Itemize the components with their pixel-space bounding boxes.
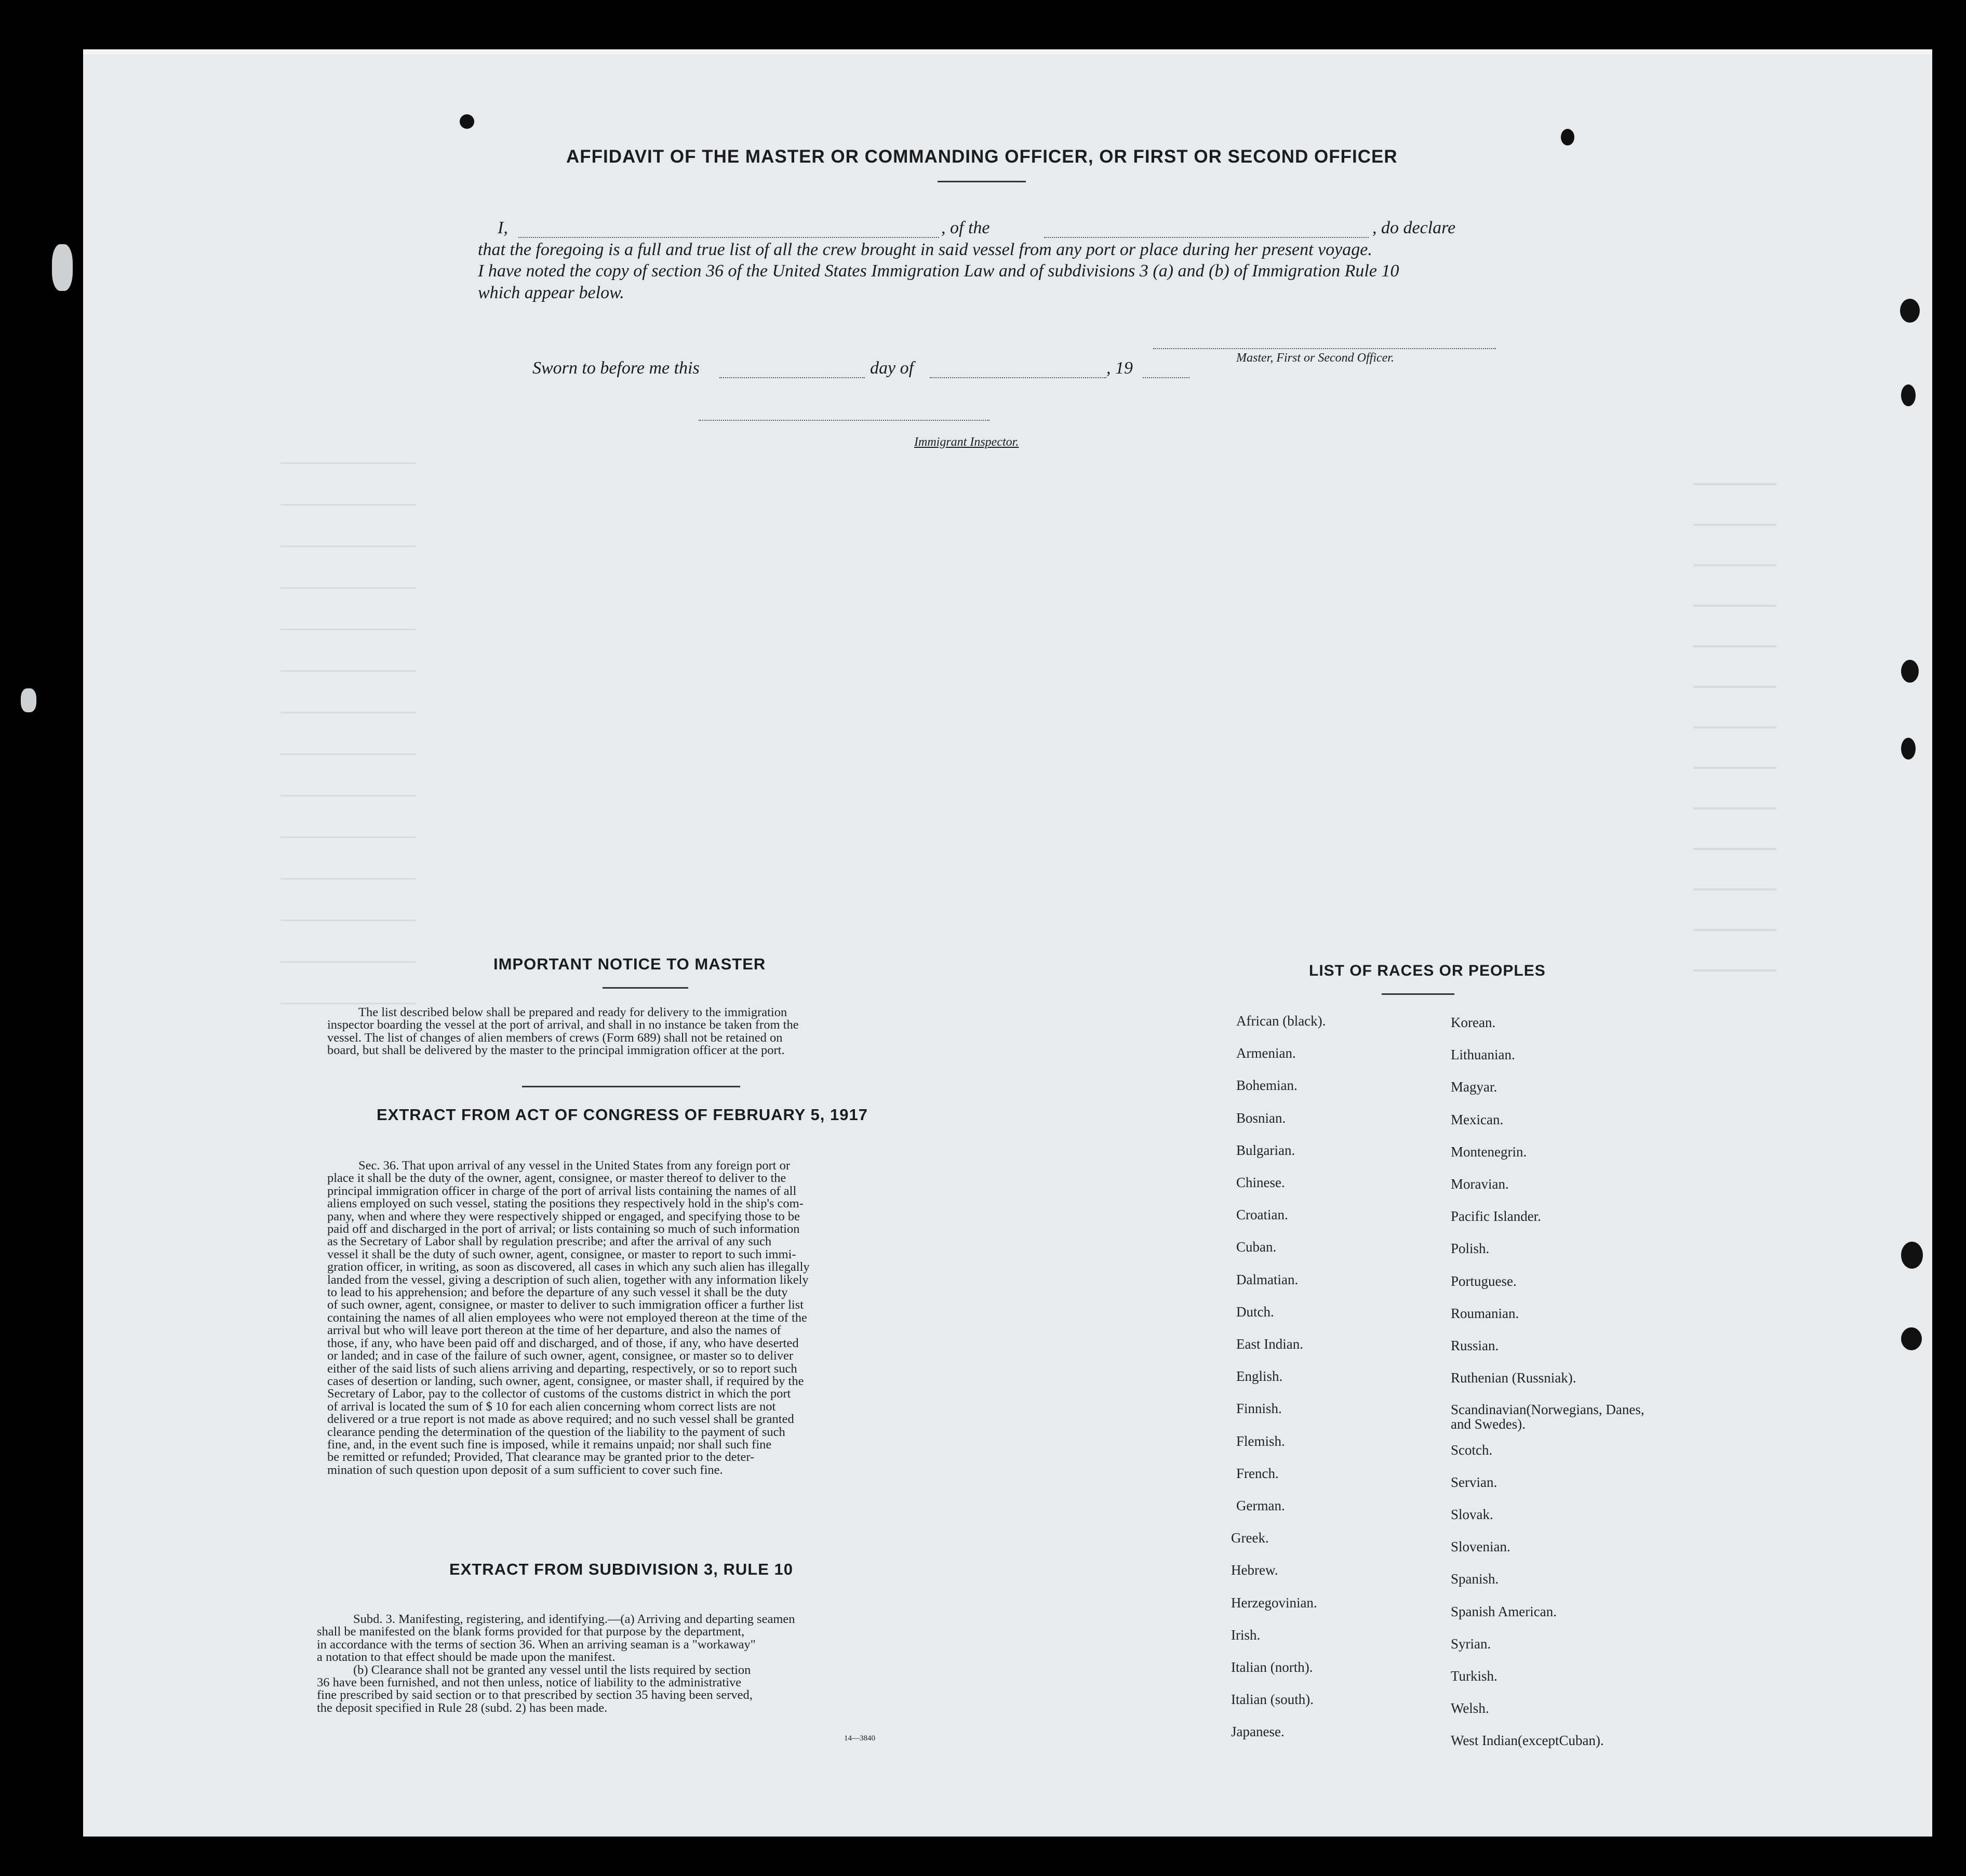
race-item: Bohemian. <box>1236 1077 1298 1094</box>
sworn-year-label: , 19 <box>1106 358 1133 378</box>
act-line: vessel it shall be the duty of such owner, agent, consignee, or master to report to such immi- <box>327 1247 796 1261</box>
act-line: of arrival is located the sum of $ 10 for each alien concerning whom correct lists are not <box>327 1399 776 1414</box>
race-item: Irish. <box>1231 1627 1261 1643</box>
rule-line: fine prescribed by said section or to that prescribed by section 35 having been served, <box>317 1688 753 1702</box>
act-line: as the Secretary of Labor shall by regulation prescribe; and after the arrival of any such <box>327 1234 772 1249</box>
affidavit-declare-label: , do declare <box>1372 218 1456 237</box>
rule-line: (b) Clearance shall not be granted any vessel until the lists required by section <box>353 1662 751 1677</box>
race-item: Japanese. <box>1231 1724 1285 1740</box>
race-item: Flemish. <box>1236 1433 1285 1449</box>
act-line: fine, and, in the event such fine is imposed, while it remains unpaid; nor shall such fine <box>327 1437 772 1452</box>
act-line: of such owner, agent, consignee, or master to deliver to such immigration officer a further list <box>327 1298 804 1312</box>
affidavit-i-label: I, <box>498 218 508 237</box>
race-item: Russian. <box>1451 1338 1499 1353</box>
act-line: delivered or a true report is not made as above required; and no such vessel shall be granted <box>327 1412 794 1427</box>
race-item: Dalmatian. <box>1236 1271 1299 1287</box>
act-line: place it shall be the duty of the owner, agent, consignee, or master thereof to deliver to the <box>327 1171 786 1186</box>
rule-line: shall be manifested on the blank forms provided for that purpose by the department, <box>317 1625 745 1639</box>
master-signature-line[interactable] <box>1153 348 1496 349</box>
torn-edge-mark <box>21 688 36 712</box>
act-line: pany, when and where they were respectively shipped or engaged, and specifying those to be <box>327 1209 800 1223</box>
act-line: to lead to his apprehension; and before the departure of any such vessel it shall be the duty <box>327 1285 788 1300</box>
races-title-rule <box>1382 993 1454 995</box>
race-item: French. <box>1236 1465 1279 1481</box>
race-item: Roumanian. <box>1451 1305 1519 1321</box>
sworn-label: Sworn to before me this <box>532 358 700 378</box>
race-item: Italian (north). <box>1231 1659 1313 1675</box>
punch-hole <box>1901 660 1919 683</box>
races-title: LIST OF RACES OR PEOPLES <box>1309 962 1546 979</box>
affidavit-title-rule <box>938 181 1026 182</box>
affidavit-line-2: that the foregoing is a full and true list of all the crew brought in said vessel from any port or place during her present voyage. <box>478 240 1372 259</box>
name-blank[interactable] <box>518 237 939 238</box>
punch-hole <box>1901 738 1916 760</box>
act-line: or landed; and in case of the failure of such owner, agent, consignee, or master so to deliver <box>327 1349 794 1363</box>
act-line: cases of desertion or landing, such owner, agent, consignee, or master shall, if required by the <box>327 1374 804 1388</box>
race-item: Pacific Islander. <box>1451 1208 1541 1225</box>
notice-title-rule <box>603 987 688 989</box>
sworn-year-blank[interactable] <box>1143 377 1189 378</box>
punch-hole <box>1901 1242 1923 1269</box>
race-item: Magyar. <box>1451 1079 1497 1095</box>
race-item: Armenian. <box>1236 1045 1296 1061</box>
notice-divider <box>522 1086 740 1087</box>
race-item: Dutch. <box>1236 1303 1274 1320</box>
race-item: West Indian(exceptCuban). <box>1451 1733 1604 1749</box>
act-line: principal immigration officer in charge of the port of arrival lists containing the names of all <box>327 1183 797 1198</box>
punch-hole <box>1561 129 1574 145</box>
affidavit-line-4: which appear below. <box>478 283 624 302</box>
master-signature-label: Master, First or Second Officer. <box>1236 351 1394 365</box>
act-line: landed from the vessel, giving a description of such alien, together with any information likely <box>327 1272 809 1287</box>
race-item: Korean. <box>1451 1015 1496 1030</box>
bleed-through-column-left <box>280 431 416 1013</box>
form-code: 14—3840 <box>844 1734 875 1742</box>
act-line: gration officer, in writing, as soon as discovered, all cases in which any such alien has illegally <box>327 1260 810 1274</box>
act-line: Secretary of Labor, pay to the collector of customs of the customs district in which the port <box>327 1387 791 1401</box>
race-item: Croatian. <box>1236 1207 1288 1223</box>
punch-hole <box>1900 299 1920 323</box>
rule-line: in accordance with the terms of section 36. When an arriving seaman is a "workaway" <box>317 1637 756 1652</box>
punch-hole <box>460 114 474 129</box>
race-item: Polish. <box>1451 1241 1490 1257</box>
act-line: paid off and discharged in the port of arrival; or lists containing so much of such information <box>327 1222 800 1236</box>
notice-line: inspector boarding the vessel at the port of arrival, and shall in no instance be taken from the <box>327 1018 799 1032</box>
race-item: Italian (south). <box>1231 1692 1314 1708</box>
notice-title: IMPORTANT NOTICE TO MASTER <box>493 955 766 973</box>
inspector-signature-label: Immigrant Inspector. <box>914 435 1019 449</box>
vessel-blank[interactable] <box>1044 237 1369 238</box>
race-item: Syrian. <box>1451 1635 1491 1652</box>
race-item: Herzegovinian. <box>1231 1594 1317 1611</box>
notice-line: board, but shall be delivered by the master to the principal immigration officer at the port. <box>327 1043 785 1058</box>
act-line: either of the said lists of such aliens arriving and departing, respectively, or so to report such <box>327 1361 797 1376</box>
race-item: Cuban. <box>1236 1239 1277 1255</box>
race-item: Montenegrin. <box>1451 1143 1527 1160</box>
act-line: clearance pending the determination of the question of the liability to the payment of such <box>327 1425 785 1439</box>
race-item: African (black). <box>1236 1013 1326 1029</box>
punch-hole <box>1901 384 1916 406</box>
race-item: Slovak. <box>1451 1507 1493 1522</box>
bleed-through-column-right <box>1693 452 1776 997</box>
sworn-day-of-label: day of <box>870 358 914 378</box>
race-item: Portuguese. <box>1451 1273 1517 1289</box>
sworn-line <box>532 358 1208 384</box>
torn-edge-mark <box>52 244 73 291</box>
race-item: Scandinavian(Norwegians, Danes, and Swedes). <box>1451 1402 1644 1432</box>
race-item: Chinese. <box>1236 1175 1285 1190</box>
affidavit-line-3: I have noted the copy of section 36 of the United States Immigration Law and of subdivisions 3 (a) and (b) of Immigration Rule 10 <box>478 261 1399 281</box>
race-item: Spanish American. <box>1451 1603 1557 1619</box>
race-item: Finnish. <box>1236 1401 1282 1417</box>
act-line: arrival but who will leave port thereon at the time of her departure, and also the names of <box>327 1323 781 1338</box>
notice-line: The list described below shall be prepared and ready for delivery to the immigration <box>358 1005 787 1019</box>
rule-line: the deposit specified in Rule 28 (subd. 2) has been made. <box>317 1700 608 1715</box>
race-item: Slovenian. <box>1451 1539 1510 1555</box>
notice-line: vessel. The list of changes of alien members of crews (Form 689) shall not be retained on <box>327 1030 783 1045</box>
rule-paragraph <box>317 1613 945 1714</box>
affidavit-title: AFFIDAVIT OF THE MASTER OR COMMANDING OFFICER, OR FIRST OR SECOND OFFICER <box>566 147 1398 167</box>
race-item: Hebrew. <box>1231 1562 1278 1578</box>
sworn-day-blank[interactable] <box>719 377 865 378</box>
notice-paragraph <box>327 1006 945 1057</box>
rule-line: 36 have been furnished, and not then unless, notice of liability to the administrative <box>317 1675 742 1690</box>
race-item: German. <box>1236 1498 1285 1513</box>
sworn-month-blank[interactable] <box>930 377 1106 378</box>
act-title: EXTRACT FROM ACT OF CONGRESS OF FEBRUARY 5, 1917 <box>377 1106 868 1124</box>
race-item: Servian. <box>1451 1474 1497 1490</box>
race-item: Greek. <box>1231 1530 1269 1546</box>
inspector-signature-line[interactable] <box>699 420 989 421</box>
rule-line: a notation to that effect should be made upon the manifest. <box>317 1650 616 1665</box>
race-item: East Indian. <box>1236 1336 1303 1352</box>
rule-title: EXTRACT FROM SUBDIVISION 3, RULE 10 <box>449 1560 793 1578</box>
race-item: Bosnian. <box>1236 1110 1286 1126</box>
act-line: containing the names of all alien employees who were not employed thereon at the time of the <box>327 1310 807 1325</box>
act-line: Sec. 36. That upon arrival of any vessel in the United States from any foreign port or <box>358 1159 790 1173</box>
act-line: mination of such question upon deposit of a sum sufficient to cover such fine. <box>327 1462 723 1477</box>
act-paragraph <box>327 1160 945 1476</box>
race-item: Mexican. <box>1451 1111 1504 1127</box>
race-item: Spanish. <box>1451 1571 1499 1587</box>
race-item: Welsh. <box>1451 1700 1489 1717</box>
punch-hole <box>1901 1327 1922 1350</box>
race-item: Ruthenian (Russniak). <box>1451 1370 1576 1386</box>
rule-line: Subd. 3. Manifesting, registering, and identifying.—(a) Arriving and departing seamen <box>353 1612 795 1626</box>
race-item: Bulgarian. <box>1236 1142 1295 1158</box>
act-line: aliens employed on such vessel, stating the positions they respectively hold in the ship's com- <box>327 1196 804 1211</box>
race-item: English. <box>1236 1368 1283 1385</box>
race-item: Scotch. <box>1451 1442 1493 1458</box>
act-line: be remitted or refunded; Provided, That clearance may be granted prior to the deter- <box>327 1450 755 1465</box>
act-line: those, if any, who have been paid off and discharged, and of those, if any, who have deserted <box>327 1336 799 1350</box>
race-item: Lithuanian. <box>1451 1047 1515 1063</box>
race-item: Turkish. <box>1451 1668 1497 1684</box>
race-item: Moravian. <box>1451 1176 1509 1192</box>
affidavit-of-the-label: , of the <box>941 218 990 237</box>
